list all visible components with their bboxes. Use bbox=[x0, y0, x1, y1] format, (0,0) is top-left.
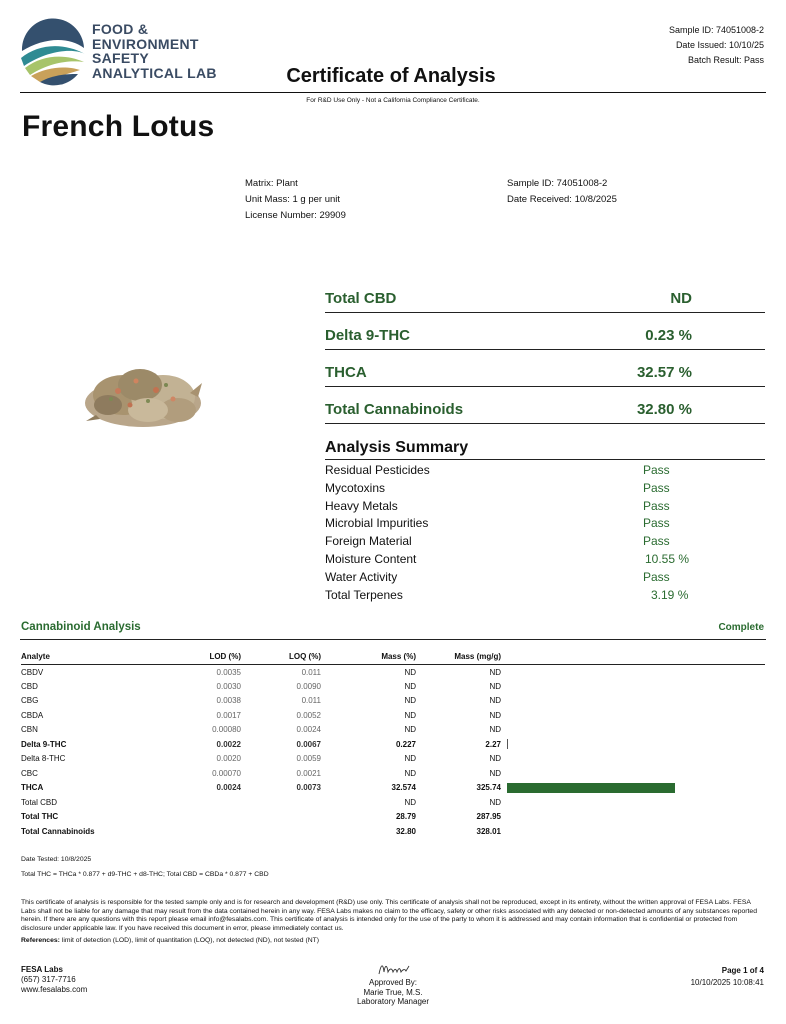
summary-label: Residual Pesticides bbox=[325, 463, 430, 477]
analyte-cell: CBD bbox=[21, 681, 38, 691]
header-batch-result: Batch Result: Pass bbox=[687, 55, 764, 65]
header-meta bbox=[669, 23, 764, 68]
loq-cell: 0.011 bbox=[301, 696, 321, 706]
summary-divider bbox=[325, 459, 765, 460]
column-header: LOD (%) bbox=[141, 652, 241, 665]
lod-cell: 0.0030 bbox=[216, 681, 241, 691]
analyte-cell: Total THC bbox=[21, 812, 59, 822]
highlight-value: 32.80 % bbox=[636, 401, 692, 418]
lod-cell: 0.0024 bbox=[216, 783, 241, 793]
mass-mg-cell: ND bbox=[489, 725, 501, 735]
table-row bbox=[21, 737, 765, 752]
mass-percent-cell: ND bbox=[404, 681, 416, 691]
date-tested: Date Tested: 10/8/2025 bbox=[21, 856, 92, 863]
lod-cell: 0.0035 bbox=[216, 667, 241, 677]
highlight-total-cbd bbox=[325, 276, 765, 313]
summary-row bbox=[325, 463, 765, 481]
bar-cell bbox=[501, 665, 765, 680]
bar-cell bbox=[501, 766, 765, 781]
cannabinoid-analysis-title: Cannabinoid Analysis bbox=[21, 621, 141, 633]
summary-label: Total Terpenes bbox=[325, 588, 403, 602]
summary-label: Microbial Impurities bbox=[325, 516, 429, 530]
lod-cell: 0.0022 bbox=[216, 739, 241, 749]
mass-mg-cell: 328.01 bbox=[476, 826, 501, 836]
analyte-cell: CBC bbox=[21, 768, 38, 778]
table-row bbox=[21, 752, 765, 767]
analyte-cell: Delta 8-THC bbox=[21, 754, 66, 764]
table-row bbox=[21, 824, 765, 839]
mass-percent-cell: ND bbox=[404, 725, 416, 735]
lod-cell bbox=[141, 824, 241, 839]
references-text: limit of detection (LOD), limit of quantitation (LOQ), not detected (ND), not tested (NT) bbox=[59, 937, 320, 944]
highlight-label: THCA bbox=[325, 364, 367, 381]
table-row bbox=[21, 694, 765, 709]
highlight-label: Total Cannabinoids bbox=[325, 401, 464, 418]
loq-cell bbox=[241, 795, 321, 810]
bar-cell bbox=[501, 723, 765, 738]
bar-cell bbox=[501, 679, 765, 694]
summary-value: Pass bbox=[643, 534, 670, 548]
product-photo bbox=[78, 355, 208, 440]
page-number: Page 1 of 4 bbox=[721, 966, 764, 975]
column-header: Mass (%) bbox=[321, 652, 416, 665]
loq-cell: 0.0073 bbox=[296, 783, 321, 793]
compliance-disclaimer: For R&D Use Only - Not a California Compliance Certificate. bbox=[306, 97, 480, 104]
analyte-cell: THCA bbox=[21, 783, 44, 793]
summary-value: 3.19 % bbox=[651, 588, 689, 602]
mass-mg-cell: ND bbox=[489, 754, 501, 764]
mass-mg-cell: 325.74 bbox=[476, 783, 501, 793]
highlight-label: Delta 9-THC bbox=[325, 327, 411, 344]
highlight-value: ND bbox=[670, 290, 692, 307]
analyte-cell: Total Cannabinoids bbox=[21, 826, 95, 836]
lab-phone: (657) 317-7716 bbox=[21, 975, 76, 984]
loq-cell: 0.0090 bbox=[296, 681, 321, 691]
highlight-label: Total CBD bbox=[325, 290, 397, 307]
analyte-cell: CBDA bbox=[21, 710, 44, 720]
mass-percent-cell: 28.79 bbox=[395, 812, 416, 822]
mass-percent-cell: 32.574 bbox=[391, 783, 416, 793]
mass-percent-cell: 0.227 bbox=[395, 739, 416, 749]
highlight-value: 0.23 % bbox=[645, 327, 692, 344]
logo-line: FOOD & bbox=[92, 21, 149, 37]
highlight-thca bbox=[325, 350, 765, 387]
license-number: License Number: 29909 bbox=[245, 210, 346, 221]
summary-row bbox=[325, 552, 765, 570]
lab-website: www.fesalabs.com bbox=[21, 985, 88, 994]
lod-cell: 0.00080 bbox=[212, 725, 241, 735]
document-title: Certificate of Analysis bbox=[286, 65, 496, 87]
strain-name: French Lotus bbox=[22, 110, 215, 143]
references-label: References: bbox=[21, 937, 60, 944]
highlight-delta9-thc bbox=[325, 313, 765, 350]
column-header: Mass (mg/g) bbox=[416, 652, 501, 665]
date-received: Date Received: 10/8/2025 bbox=[507, 194, 617, 205]
summary-row bbox=[325, 516, 765, 534]
mass-mg-cell: ND bbox=[489, 710, 501, 720]
summary-value: 10.55 % bbox=[645, 552, 690, 566]
summary-value: Pass bbox=[643, 481, 670, 495]
loq-cell bbox=[241, 810, 321, 825]
summary-label: Water Activity bbox=[325, 570, 398, 584]
mass-percent-cell: 32.80 bbox=[395, 826, 416, 836]
summary-row bbox=[325, 570, 765, 588]
cannabinoid-table bbox=[21, 652, 765, 839]
summary-label: Foreign Material bbox=[325, 534, 412, 548]
table-row bbox=[21, 665, 765, 680]
mass-percent-cell: ND bbox=[404, 797, 416, 807]
table-row bbox=[21, 766, 765, 781]
mass-percent-cell: ND bbox=[404, 696, 416, 706]
mass-mg-cell: ND bbox=[489, 696, 501, 706]
lod-cell: 0.0038 bbox=[216, 696, 241, 706]
matrix: Matrix: Plant bbox=[245, 178, 298, 189]
column-header-bar bbox=[501, 652, 765, 665]
lod-cell bbox=[141, 810, 241, 825]
analyte-cell: CBG bbox=[21, 696, 39, 706]
mass-bar bbox=[507, 739, 508, 749]
summary-label: Heavy Metals bbox=[325, 499, 398, 513]
summary-label: Moisture Content bbox=[325, 552, 417, 566]
approver-name: Marie True, M.S. bbox=[363, 987, 423, 997]
column-header: Analyte bbox=[21, 652, 141, 665]
summary-row bbox=[325, 481, 765, 499]
loq-cell: 0.0052 bbox=[296, 710, 321, 720]
loq-cell: 0.0021 bbox=[296, 768, 321, 778]
bar-cell bbox=[501, 708, 765, 723]
loq-cell bbox=[241, 824, 321, 839]
sample-id: Sample ID: 74051008-2 bbox=[507, 178, 608, 189]
summary-value: Pass bbox=[643, 570, 670, 584]
logo-line: SAFETY bbox=[92, 50, 150, 66]
lod-cell: 0.00070 bbox=[212, 768, 241, 778]
mass-mg-cell: 2.27 bbox=[485, 739, 501, 749]
mass-mg-cell: ND bbox=[489, 667, 501, 677]
summary-row bbox=[325, 499, 765, 517]
highlight-value: 32.57 % bbox=[636, 364, 692, 381]
summary-value: Pass bbox=[643, 499, 670, 513]
mass-bar bbox=[507, 783, 675, 793]
sample-meta-left bbox=[245, 176, 346, 224]
table-row bbox=[21, 679, 765, 694]
loq-cell: 0.0024 bbox=[296, 725, 321, 735]
lab-name: FESA Labs bbox=[21, 965, 63, 974]
status-badge: Complete bbox=[718, 622, 764, 633]
mass-mg-cell: ND bbox=[489, 681, 501, 691]
header-divider bbox=[20, 92, 766, 93]
mass-mg-cell: ND bbox=[489, 768, 501, 778]
summary-row bbox=[325, 534, 765, 552]
signature bbox=[343, 960, 443, 978]
bar-cell bbox=[501, 737, 765, 752]
section-divider bbox=[20, 639, 766, 640]
analyte-cell: Delta 9-THC bbox=[21, 739, 67, 749]
analyte-cell: CBDV bbox=[21, 667, 44, 677]
bar-cell bbox=[501, 694, 765, 709]
header-sample-id: Sample ID: 74051008-2 bbox=[668, 25, 764, 35]
bar-cell bbox=[501, 795, 765, 810]
references bbox=[21, 937, 319, 946]
sample-meta-right bbox=[507, 176, 617, 208]
summary-label: Mycotoxins bbox=[325, 481, 386, 495]
table-row bbox=[21, 781, 765, 796]
table-row bbox=[21, 723, 765, 738]
bar-cell bbox=[501, 781, 765, 796]
logo-line: ANALYTICAL LAB bbox=[92, 64, 217, 81]
summary-row bbox=[325, 588, 765, 606]
mass-percent-cell: ND bbox=[404, 768, 416, 778]
table-row bbox=[21, 708, 765, 723]
table-row bbox=[21, 795, 765, 810]
loq-cell: 0.0067 bbox=[296, 739, 321, 749]
loq-cell: 0.011 bbox=[301, 667, 321, 677]
column-header: LOQ (%) bbox=[241, 652, 321, 665]
lod-cell: 0.0020 bbox=[216, 754, 241, 764]
mass-percent-cell: ND bbox=[404, 667, 416, 677]
total-formula: Total THC = THCa * 0.877 + d9-THC + d8-THC; Total CBD = CBDa * 0.877 + CBD bbox=[21, 871, 269, 878]
summary-value: Pass bbox=[643, 516, 670, 530]
mass-mg-cell: 287.95 bbox=[476, 812, 501, 822]
header-date-issued: Date Issued: 10/10/25 bbox=[675, 40, 764, 50]
analyte-cell: CBN bbox=[21, 725, 38, 735]
mass-percent-cell: ND bbox=[404, 710, 416, 720]
approved-by: Approved By: bbox=[368, 978, 418, 987]
footer-page-info bbox=[691, 965, 764, 989]
table-header-row bbox=[21, 652, 765, 665]
lod-cell: 0.0017 bbox=[216, 710, 241, 720]
approval-block bbox=[343, 978, 443, 1007]
analysis-summary-title: Analysis Summary bbox=[325, 439, 469, 456]
bar-cell bbox=[501, 752, 765, 767]
summary-value: Pass bbox=[643, 463, 670, 477]
logo-line: ENVIRONMENT bbox=[92, 35, 199, 52]
analyte-cell: Total CBD bbox=[21, 797, 58, 807]
highlight-total-cannabinoids bbox=[325, 387, 765, 424]
lod-cell bbox=[141, 795, 241, 810]
table-row bbox=[21, 810, 765, 825]
loq-cell: 0.0059 bbox=[296, 754, 321, 764]
mass-percent-cell: ND bbox=[404, 754, 416, 764]
bar-cell bbox=[501, 810, 765, 825]
bar-cell bbox=[501, 824, 765, 839]
mass-mg-cell: ND bbox=[489, 797, 501, 807]
footer-lab-info bbox=[21, 965, 87, 995]
approver-title: Laboratory Manager bbox=[356, 997, 430, 1006]
report-timestamp: 10/10/2025 10:08:41 bbox=[690, 978, 764, 987]
unit-mass: Unit Mass: 1 g per unit bbox=[245, 194, 341, 205]
legal-disclaimer: This certificate of analysis is responsible for the tested sample only and is for research and development (R&D) use only. This certificate of analysis shall not be reproduced, except in its entirety, without the written approval of FESA Labs. FESA Labs shall not be liable for any damage that may result from the data contained herein in any way. FESA Labs makes no claim to the efficacy, safety or other risks associated with any detected or non-detected amounts of any substances reported herein. If there are any questions with this report please email info@fesalabs.com. This certificate of analysis is intended only for the use of the party to whom it is addressed and may contain information that is confidential or protected from disclosure under applicable law. If you have received this document in error, please immediately contact us. bbox=[21, 899, 757, 932]
